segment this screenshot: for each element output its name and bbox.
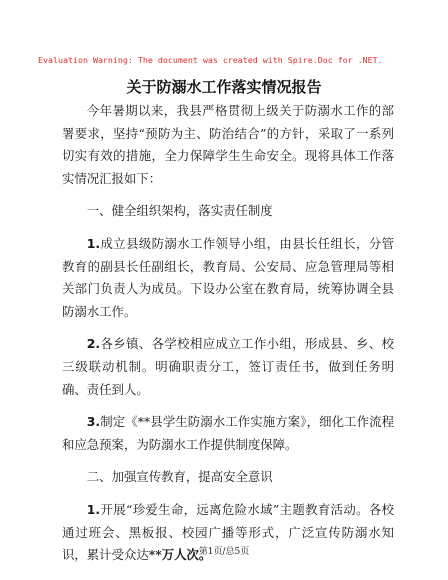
document-title: 关于防溺水工作落实情况报告 [126, 78, 322, 96]
section-2-heading: 二、加强宣传教育，提高安全意识 [86, 469, 273, 485]
section-1-item-3 [62, 411, 394, 456]
item-number: 1. [86, 501, 101, 517]
item-text: 各乡镇、各学校相应成立工作小组，形成县、乡、校三级联动机制。明确职责分工，签订责任书，做到任务明确、责任到人。 [62, 336, 394, 397]
item-text-bold: **万人次。 [148, 547, 212, 563]
item-text: 成立县级防溺水工作领导小组，由县长任组长，分管教育的副县长任副组长，教育局、公安局、应急管理局等相关部门负责人为成员。下设办公室在教育局，统筹协调全县防溺水工作。 [62, 235, 394, 319]
section-1-heading: 一、健全组织架构，落实责任制度 [86, 203, 273, 219]
item-number: 1. [86, 235, 101, 251]
item-text: 制定《**县学生防溺水工作实施方案》，细化工作流程和应急预案，为防溺水工作提供制度保障。 [62, 414, 394, 452]
item-text: 开展“珍爱生命，远离危险水域”主题教育活动。各校通过班会、黑板报、校园广播等形式，广泛宣传防溺水知识，累计受众达 [62, 501, 394, 563]
evaluation-watermark: Evaluation Warning: The document was created with Spire.Doc for .NET. [38, 55, 383, 65]
item-number: 3. [86, 414, 101, 430]
page-number-footer: 第1页/总5页 [198, 547, 250, 557]
section-1-item-2 [62, 333, 394, 401]
intro-paragraph: 今年暑期以来，我县严格贯彻上级关于防溺水工作的部署要求，坚持“预防为主、防治结合”的方针，采取了一系列切实有效的措施，全力保障学生生命安全。现将具体工作落实情况汇报如下： [62, 103, 394, 186]
section-1-item-1 [62, 233, 394, 323]
item-number: 2. [86, 336, 101, 352]
document-body [62, 100, 394, 577]
